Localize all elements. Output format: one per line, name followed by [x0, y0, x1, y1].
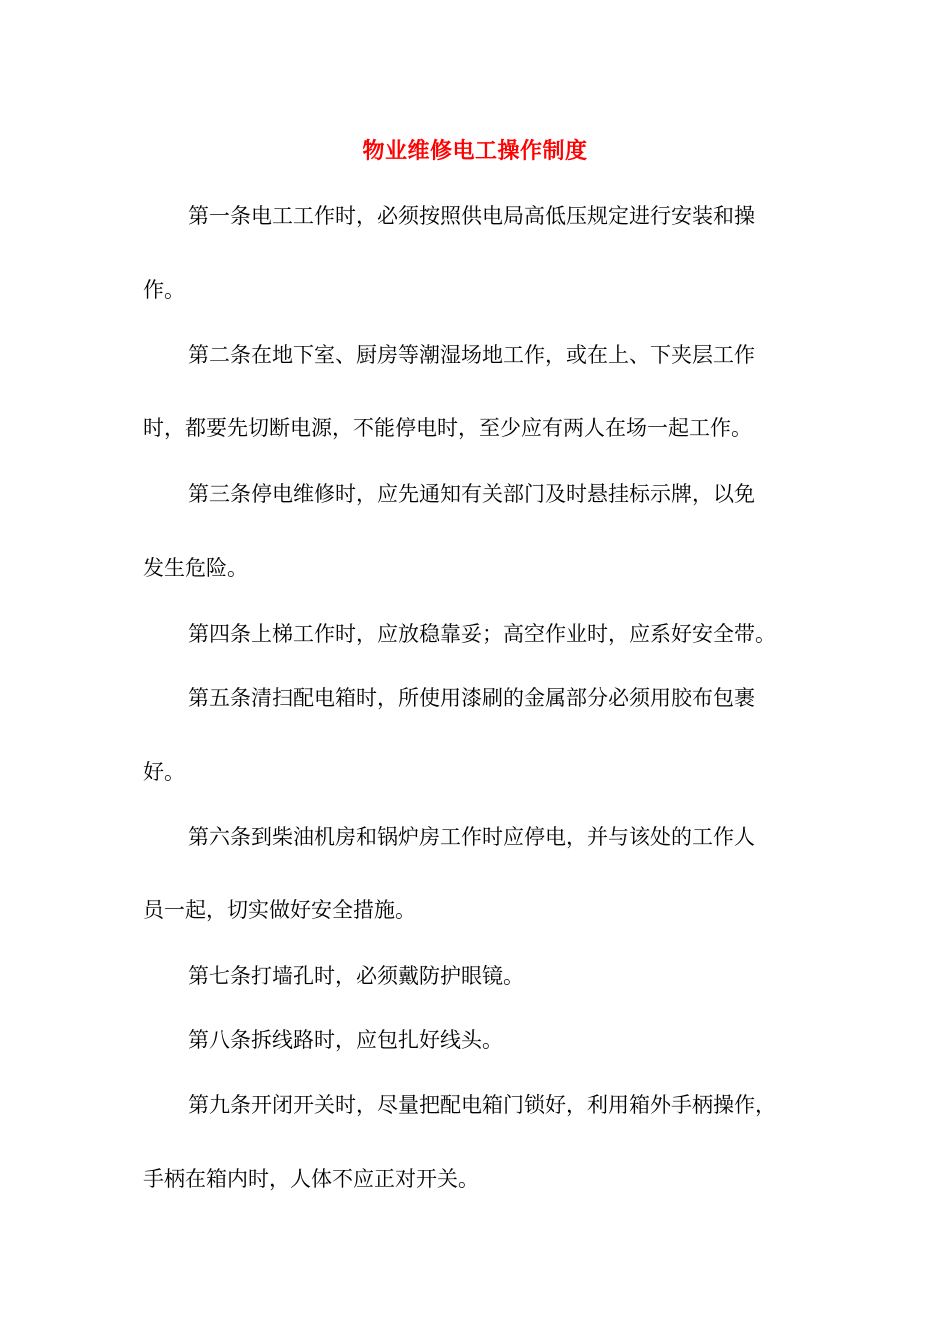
article-4-line-1: 第四条上梯工作时，应放稳靠妥；高空作业时，应系好安全带。 [188, 622, 776, 646]
article-2-line-2: 时，都要先切断电源，不能停电时，至少应有两人在场一起工作。 [143, 416, 752, 440]
article-5-line-2: 好。 [143, 760, 185, 784]
article-3-line-1: 第三条停电维修时，应先通知有关部门及时悬挂标示牌，以免 [188, 482, 755, 506]
article-6-line-1: 第六条到柴油机房和锅炉房工作时应停电，并与该处的工作人 [188, 825, 755, 849]
article-9-line-1: 第九条开闭开关时，尽量把配电箱门锁好，利用箱外手柄操作， [188, 1093, 776, 1117]
article-5-line-1: 第五条清扫配电箱时，所使用漆刷的金属部分必须用胶布包裹 [188, 686, 755, 710]
article-3-line-2: 发生危险。 [143, 556, 248, 580]
article-2-line-1: 第二条在地下室、厨房等潮湿场地工作，或在上、下夹层工作 [188, 343, 755, 367]
document-title: 物业维修电工操作制度 [362, 139, 588, 164]
article-1-line-2: 作。 [143, 278, 185, 302]
article-8-line-1: 第八条拆线路时，应包扎好线头。 [188, 1028, 503, 1052]
article-9-line-2: 手柄在箱内时，人体不应正对开关。 [143, 1167, 479, 1191]
article-1-line-1: 第一条电工工作时，必须按照供电局高低压规定进行安装和操 [188, 204, 755, 228]
article-6-line-2: 员一起，切实做好安全措施。 [143, 898, 416, 922]
article-7-line-1: 第七条打墙孔时，必须戴防护眼镜。 [188, 964, 524, 988]
